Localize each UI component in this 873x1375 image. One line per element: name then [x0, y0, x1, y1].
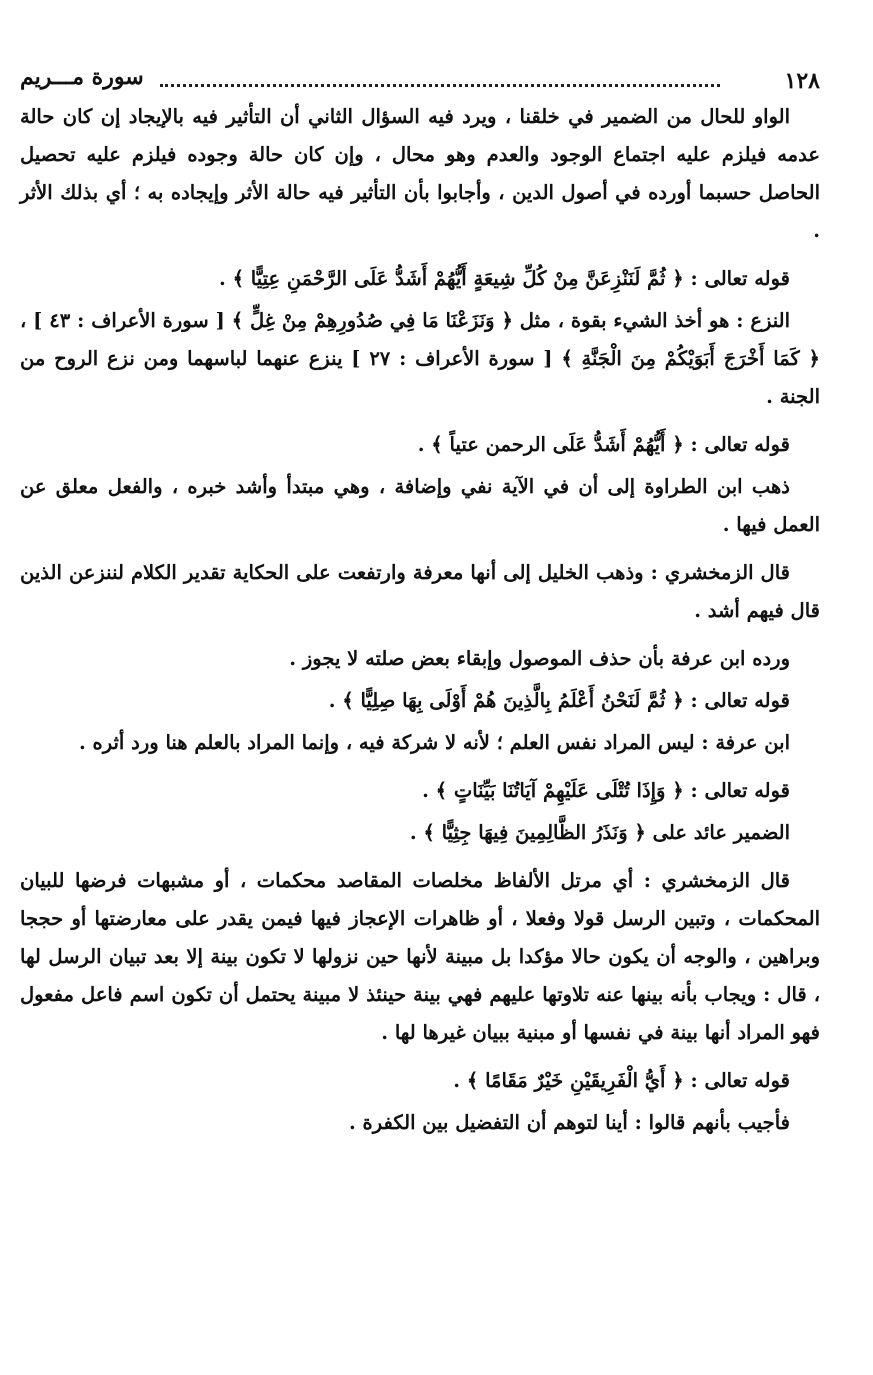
verse-heading: قوله تعالى : ﴿ ثُمَّ لَنَحْنُ أَعْلَمُ بِالَّذِينَ هُمْ أَوْلَى بِهَا صِلِيًّا ﴾ . — [328, 689, 790, 712]
page-header — [20, 60, 820, 98]
paragraph: النزع : هو أخذ الشيء بقوة ، مثل ﴿ وَنَزَعْنَا مَا فِي صُدُورِهِمْ مِنْ غِلٍّ ﴾ [ سورة الأعراف : ٤٣ ] ، ﴿ كَمَا أَخْرَجَ أَبَوَيْكُمْ مِنَ الْجَنَّةِ ﴾ [ سورة الأعراف : ٢٧ ] ينزع عنهما لباسهما ومن نزع الروح من الجنة . — [20, 309, 820, 408]
page-body — [20, 98, 820, 1142]
paragraph: قال الزمخشري : وذهب الخليل إلى أنها معرفة وارتفعت على الحكاية تقدير الكلام لننزعن الذين قال فيهم أشد . — [20, 561, 820, 622]
verse-heading: قوله تعالى : ﴿ وَإِذَا تُتْلَى عَلَيْهِمْ آيَاتُنَا بَيِّنَاتٍ ﴾ . — [422, 779, 790, 802]
header-dotted-rule — [160, 84, 720, 87]
paragraph: الواو للحال من الضمير في خلقنا ، ويرد فيه السؤال الثاني أن التأثير فيه بالإيجاد إن كان حالة عدمه فيلزم عليه اجتماع الوجود والعدم وهو محال ، وإن كان حالة وجوده فيلزم عليه تحصيل الحاصل حسبما أورده في أصول الدين ، وأجابوا بأن التأثير فيه حالة الأثر وإيجاده به ؛ أي بذلك الأثر . — [20, 105, 820, 242]
surah-title: سورة مـــريم — [20, 64, 144, 90]
paragraph: قال الزمخشري : أي مرتل الألفاظ مخلصات المقاصد محكمات ، أو مشبهات فرضها للبيان المحكمات ، وتبين الرسل قولا وفعلا ، أو ظاهرات الإعجاز فيها فيمن يقدر على معارضتها أو حججا وبراهين ، والوجه أن يكون حالا مؤكدا بل مبينة لأنها حين نزولها لا تكون بينة إلا بعد تبيان الرسل لها ، قال : ويجاب بأنه بينها عنه تلاوتها عليهم فهي بينة حينئذ لا مبينة يحتمل أن تكون اسم فاعل مفعول فهو المراد أنها بينة في نفسها أو مبنية ببيان غيرها لها . — [20, 869, 820, 1044]
page-number: ١٢٨ — [784, 68, 820, 94]
paragraph: ابن عرفة : ليس المراد نفس العلم ؛ لأنه لا شركة فيه ، وإنما المراد بالعلم هنا ورد أثره . — [78, 731, 790, 754]
paragraph: ورده ابن عرفة بأن حذف الموصول وإبقاء بعض صلته لا يجوز . — [289, 647, 790, 670]
verse-heading: قوله تعالى : ﴿ أَيُّهُمْ أَشَدُّ عَلَى الرحمن عتياً ﴾ . — [417, 433, 790, 456]
paragraph: فأجيب بأنهم قالوا : أينا لتوهم أن التفضيل بين الكفرة . — [348, 1111, 790, 1134]
verse-heading: قوله تعالى : ﴿ أَيُّ الْفَرِيقَيْنِ خَيْرٌ مَقَامًا ﴾ . — [453, 1069, 790, 1092]
verse-heading: قوله تعالى : ﴿ ثُمَّ لَنَنْزِعَنَّ مِنْ كُلِّ شِيعَةٍ أَيُّهُمْ أَشَدُّ عَلَى الرَّحْمَنِ عِتِيًّا ﴾ . — [219, 267, 790, 290]
paragraph: الضمير عائد على ﴿ وَنَذَرُ الظَّالِمِينَ فِيهَا جِثِيًّا ﴾ . — [409, 821, 790, 844]
paragraph: ذهب ابن الطراوة إلى أن في الآية نفي وإضافة ، وهي مبتدأ وأشد خبره ، والفعل معلق عن العمل فيها . — [20, 475, 820, 536]
book-page — [20, 60, 820, 1152]
